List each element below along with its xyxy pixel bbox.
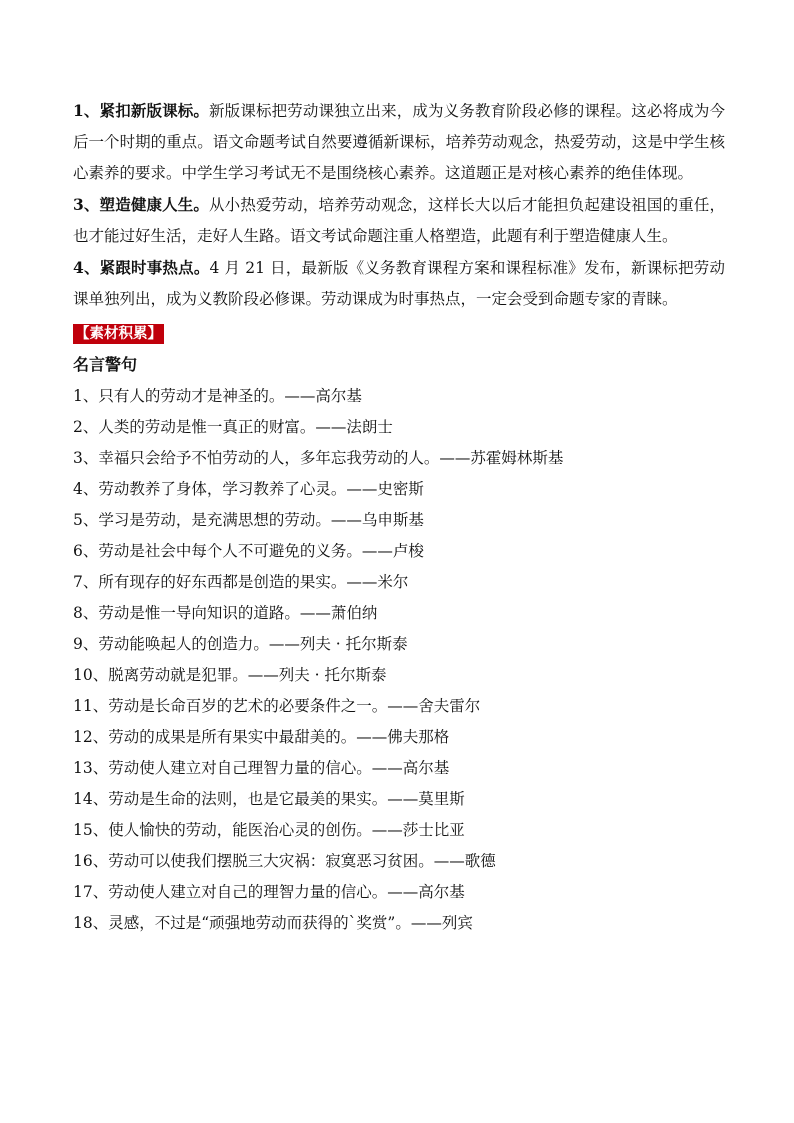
material-tag: 【素材积累】 [75, 325, 162, 342]
point-paragraph-3 [73, 189, 725, 252]
point-heading-4: 4、紧跟时事热点。 [73, 258, 210, 277]
point-paragraph-4 [73, 252, 725, 315]
quote-item: 6、劳动是社会中每个人不可避免的义务。——卢梭 [73, 542, 424, 560]
material-tag-row [73, 323, 725, 349]
quote-item: 2、人类的劳动是惟一真正的财富。——法朗士 [73, 418, 393, 436]
document-page [73, 95, 725, 939]
quote-item: 1、只有人的劳动才是神圣的。——高尔基 [73, 387, 362, 405]
point-paragraph-1 [73, 95, 725, 189]
quote-item: 4、劳动教养了身体，学习教养了心灵。——史密斯 [73, 480, 424, 498]
quote-item: 17、劳动使人建立对自己的理智力量的信心。——高尔基 [73, 883, 465, 901]
point-text-1: 新版课标把劳动课独立出来，成为义务教育阶段必修的课程。这必将成为今后一个时期的重点。语文命题考试自然要遵循新课标，培养劳动观念，热爱劳动，这是中学生核心素养的要求。中学生学习考试无不是围绕核心素养。这道题正是对核心素养的绝佳体现。 [73, 102, 725, 182]
quote-list [73, 381, 725, 939]
quote-item: 13、劳动使人建立对自己理智力量的信心。——高尔基 [73, 759, 450, 777]
quote-item: 12、劳动的成果是所有果实中最甜美的。——佛夫那格 [73, 728, 450, 746]
quote-item: 11、劳动是长命百岁的艺术的必要条件之一。——舍夫雷尔 [73, 697, 481, 715]
quote-item: 9、劳动能唤起人的创造力。——列夫 · 托尔斯泰 [73, 635, 408, 653]
point-text-4: 4 月 21 日，最新版《义务教育课程方案和课程标准》发布，新课标把劳动课单独列出，成为义教阶段必修课。劳动课成为时事热点，一定会受到命题专家的青睐。 [73, 259, 725, 308]
quote-item: 15、使人愉快的劳动，能医治心灵的创伤。——莎士比亚 [73, 821, 465, 839]
quote-item: 18、灵感，不过是“顽强地劳动而获得的`奖赏”。——列宾 [73, 914, 473, 932]
point-heading-1: 1、紧扣新版课标。 [73, 101, 210, 120]
section-title: 名言警句 [73, 355, 138, 374]
point-text-3: 从小热爱劳动，培养劳动观念，这样长大以后才能担负起建设祖国的重任，也才能过好生活，走好人生路。语文考试命题注重人格塑造，此题有利于塑造健康人生。 [73, 196, 725, 245]
quote-item: 8、劳动是惟一导向知识的道路。——萧伯纳 [73, 604, 378, 622]
point-heading-3: 3、塑造健康人生。 [73, 195, 210, 214]
quote-item: 7、所有现存的好东西都是创造的果实。——米尔 [73, 573, 409, 591]
quote-item: 16、劳动可以使我们摆脱三大灾祸：寂寞恶习贫困。——歌德 [73, 852, 496, 870]
quote-item: 3、幸福只会给予不怕劳动的人，多年忘我劳动的人。——苏霍姆林斯基 [73, 449, 564, 467]
quote-item: 14、劳动是生命的法则，也是它最美的果实。——莫里斯 [73, 790, 465, 808]
quote-item: 10、脱离劳动就是犯罪。——列夫 · 托尔斯泰 [73, 666, 387, 684]
quote-item: 5、学习是劳动，是充满思想的劳动。——乌申斯基 [73, 511, 424, 529]
